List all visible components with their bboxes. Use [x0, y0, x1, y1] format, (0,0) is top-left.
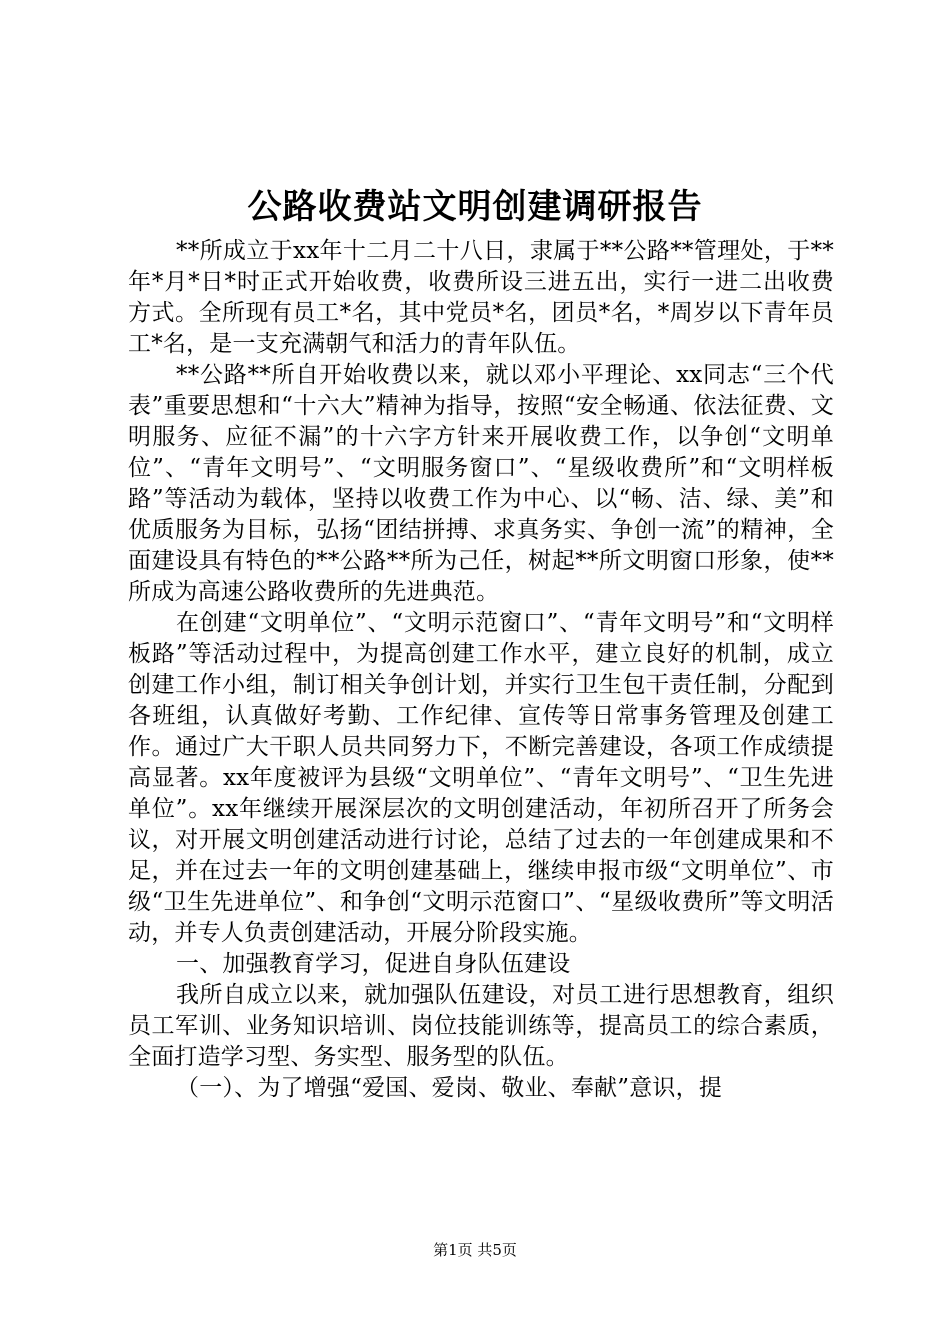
subsection-1-start: （一）、为了增强“爱国、爱岗、敬业、奉献”意识，提 — [176, 1075, 723, 1101]
paragraph-guiding-principles: **公路**所自开始收费以来，就以邓小平理论、xx同志“三个代表”重要思想和“十六大”精神为指导，按照“安全畅通、依法征费、文明服务、应征不漏”的十六字方针来开展收费工作，以争创“文明单位”、“青年文明号”、“文明服务窗口”、“星级收费所”和“文明样板路”等活动为载体，坚持以收费工作为中心、以“畅、洁、绿、美”和优质服务为目标，弘扬“团结拼搏、求真务实、争创一流”的精神，全面建设具有特色的**公路**所为己任，树起**所文明窗口形象，使**所成为高速公路收费所的先进典范。 — [128, 362, 834, 605]
document-body — [128, 236, 834, 1104]
paragraph-team-building: 我所自成立以来，就加强队伍建设，对员工进行思想教育，组织员工军训、业务知识培训、岗位技能训练等，提高员工的综合素质，全面打造学习型、务实型、服务型的队伍。 — [128, 982, 834, 1070]
section-heading-1: 一、加强教育学习，促进自身队伍建设 — [176, 951, 571, 977]
paragraph-intro: **所成立于xx年十二月二十八日，隶属于**公路**管理处，于**年*月*日*时正式开始收费，收费所设三进五出，实行一进二出收费方式。全所现有员工*名，其中党员*名，团员*名，*周岁以下青年员工*名，是一支充满朝气和活力的青年队伍。 — [128, 238, 834, 357]
page-number-footer: 第1页 共5页 — [433, 1241, 517, 1259]
paragraph-creation-activities: 在创建“文明单位”、“文明示范窗口”、“青年文明号”和“文明样板路”等活动过程中，为提高创建工作水平，建立良好的机制，成立创建工作小组，制订相关争创计划，并实行卫生包干责任制，分配到各班组，认真做好考勤、工作纪律、宣传等日常事务管理及创建工作。通过广大干职人员共同努力下，不断完善建设，各项工作成绩提高显著。xx年度被评为县级“文明单位”、“青年文明号”、“卫生先进单位”。xx年继续开展深层次的文明创建活动，年初所召开了所务会议，对开展文明创建活动进行讨论，总结了过去的一年创建成果和不足，并在过去一年的文明创建基础上，继续申报市级“文明单位”、市级“卫生先进单位”、和争创“文明示范窗口”、“星级收费所”等文明活动，并专人负责创建活动，开展分阶段实施。 — [128, 610, 834, 946]
document-title: 公路收费站文明创建调研报告 — [247, 187, 703, 227]
